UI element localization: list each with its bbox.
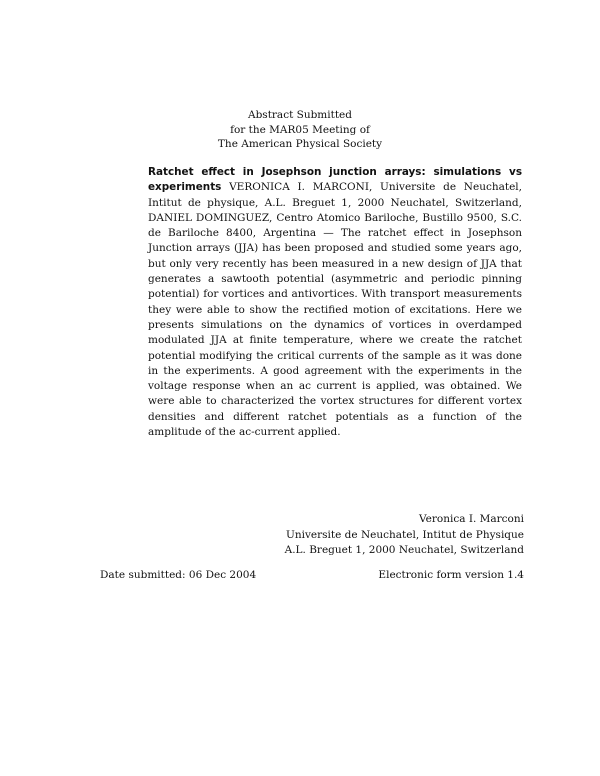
header-line-society: The American Physical Society (217, 138, 383, 151)
abstract-body: — The ratchet effect in Josephson Junction arrays (JJA) has been proposed and studied some years ago, but only very recently has been measured in a new design of JJA that generates a sawtooth potential (asymmetric and periodic pinning potential) for vortices and antivortices. With transport measurements they were able to show the rectified motion of excitations. Here we presents simulations on the dynamics of vortices in overdamped modulated JJA at finite temperature, where we create the ratchet potential modifying the critical currents of the sample as it was done in the experiments. A good agreement with the experiments in the voltage response when an ac current is applied, was obtained. We were able to characterized the vortex structures for different vortex densities and different ratchet potentials as a function of the amplitude of the ac-current applied. (148, 227, 522, 439)
header-line-abstract-submitted: Abstract Submitted (248, 109, 352, 121)
abstract-title: Ratchet effect in Josephson junction arrays: simulations vs experiments (148, 166, 522, 194)
abstract-paragraph (148, 165, 522, 440)
signature-name: Veronica I. Marconi (419, 513, 524, 525)
abstract-authors: VERONICA I. MARCONI, Universite de Neuchatel, Intitut de physique, A.L. Breguet 1, 2000 Neuchatel, Switzerland, DANIEL DOMINGUEZ, Centro Atomico Bariloche, Bustillo 9500, S.C. de Bariloche 8400, Argentina (148, 181, 522, 240)
date-submitted: Date submitted: 06 Dec 2004 (100, 569, 257, 581)
signature-affiliation: Universite de Neuchatel, Intitut de Physique (286, 528, 524, 541)
header-line-meeting: for the MAR05 Meeting of (230, 123, 370, 136)
form-version: Electronic form version 1.4 (378, 569, 524, 581)
submission-header (0, 108, 600, 152)
author-signature-block (285, 512, 524, 559)
signature-address: A.L. Breguet 1, 2000 Neuchatel, Switzerland (284, 544, 524, 557)
